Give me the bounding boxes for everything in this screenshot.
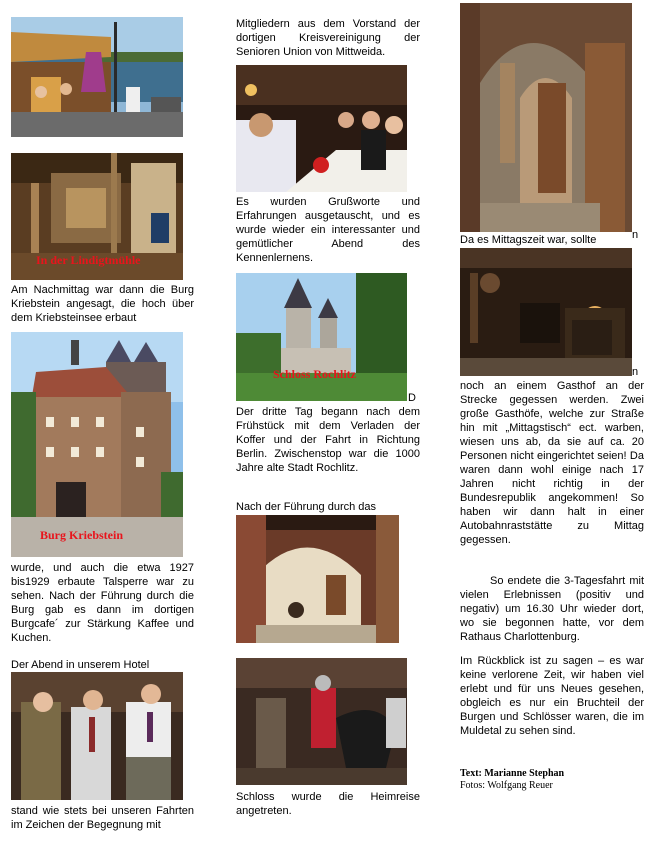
- dinner-table-photo: [236, 65, 407, 192]
- burg-caption: Burg Kriebstein: [40, 528, 123, 542]
- col2-paragraph-3: Der dritte Tag begann nach dem Frühstück mit dem Verladen der Koffer und der Fahrt in Richtung Berlin. Zwischenstop war die 1000 Jahre alte Stadt Rochlitz.: [236, 406, 420, 474]
- col2-paragraph-1: Mitgliedern aus dem Vorstand der dortigen Kreisvereinigung der Senioren Union von Mittweida.: [236, 18, 420, 58]
- credits: [460, 768, 564, 792]
- col3-paragraph-3: So endete die 3-Tagesfahrt mit vielen Erlebnissen (positiv und negativ) um 16.30 Uhr wieder dort, wo sie begonnen hatte, vor dem Rathaus Charlottenburg.: [460, 575, 644, 643]
- col3-paragraph-2: noch an einem Gasthof an der Strecke gegessen werden. Zwei große Gasthöfe, welche zur Straße hin mit „Mittagstisch“ ect. warben, wiesen uns ab, da sie auf ca. 20 Personen nicht eingerichtet seien! Da waren dann wohl einige nach 17 Jahren nicht richtig in der Bundesrepublik angekommen! So haben wir dann halt in einer Autobahnraststätte zu Mittag gegessen.: [460, 380, 644, 546]
- rochlitz-caption: Schloss Rochlitz: [273, 367, 357, 381]
- col2-paragraph-5: Schloss wurde die Heimreise angetreten.: [236, 791, 420, 817]
- mill-caption: In der Lindigtmühle: [36, 253, 141, 267]
- col3-n-mark-2: n: [632, 366, 639, 378]
- wooden-door-photo: [460, 3, 632, 232]
- credit-photos: Fotos: Wolfgang Reuer: [460, 780, 553, 791]
- knight-horse-photo: [236, 658, 407, 785]
- col2-dropcap: D: [408, 392, 416, 404]
- col1-paragraph-3: Der Abend in unserem Hotel: [11, 659, 150, 671]
- col1-paragraph-1: Am Nachmittag war dann die Burg Kriebstein angesagt, die hoch über dem Kriebsteinsee erbaut: [11, 284, 194, 324]
- col3-n-mark: n: [632, 229, 639, 241]
- kitchen-hearth-photo: [460, 248, 632, 376]
- three-men-photo: [11, 672, 183, 800]
- col3-paragraph-4: Im Rückblick ist zu sagen – es war keine verlorene Zeit, wir haben viel erlebt und für uns Neues gesehen, obgleich es nur ein Bruchteil der Burgen und Schlösser waren, die im Muldetal zu sehen sind.: [460, 655, 644, 737]
- col1-paragraph-2: wurde, und auch die etwa 1927 bis1929 erbaute Talsperre war zu sehen. Nach der Führung durch die Burg gab es dann im dortigen Burgcafe´ zur Stärkung Kaffee und Kuchen.: [11, 562, 194, 644]
- burg-kriebstein-photo: [11, 332, 183, 557]
- archway-courtyard-photo: [236, 515, 399, 643]
- col2-paragraph-4: Nach der Führung durch das: [236, 501, 377, 513]
- lake-terrace-photo: [11, 17, 183, 137]
- col1-paragraph-4: stand wie stets bei unseren Fahrten im Zeichen der Begegnung mit: [11, 805, 194, 831]
- col2-paragraph-2: Es wurden Grußworte und Erfahrungen ausgetauscht, und es wurde wieder ein interessanter und gemütlicher Abend des Kennenlernens.: [236, 196, 420, 264]
- col3-paragraph-1: Da es Mittagszeit war, sollte: [460, 234, 597, 246]
- credit-text: Text: Marianne Stephan: [460, 768, 565, 779]
